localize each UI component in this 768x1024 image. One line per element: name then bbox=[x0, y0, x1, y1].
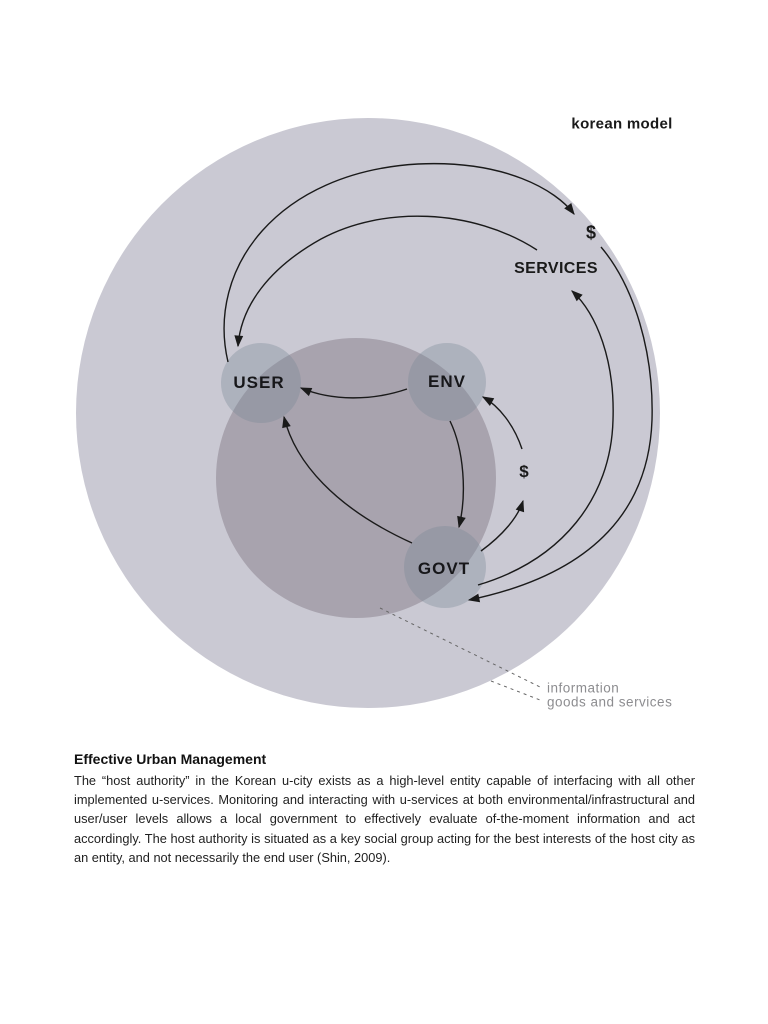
information-label: information bbox=[547, 680, 620, 696]
govt-node-label: GOVT bbox=[417, 559, 471, 578]
dollar-top-label: $ bbox=[585, 222, 597, 243]
caption-heading: Effective Urban Management bbox=[74, 751, 267, 767]
goods-and-services-label: goods and services bbox=[547, 694, 673, 710]
services-label: SERVICES bbox=[514, 260, 598, 277]
model-title: korean model bbox=[571, 115, 673, 133]
env-node-label: ENV bbox=[428, 372, 466, 391]
user-node-label: USER bbox=[233, 373, 285, 392]
caption-block bbox=[74, 751, 695, 867]
dollar-mid-label: $ bbox=[519, 462, 529, 481]
caption-body: The “host authority” in the Korean u-city exists as a high-level entity capable of interfacing with all other implemented u-services. Monitoring and interacting with u-services at both environmental/infrastructural and user/user levels allows a local government to effectively evaluate of-the-moment information and act accordingly. The host authority is situated as a key social group acting for the best interests of the host city as an entity, and not necessarily the end user (Shin, 2009). bbox=[74, 773, 695, 865]
